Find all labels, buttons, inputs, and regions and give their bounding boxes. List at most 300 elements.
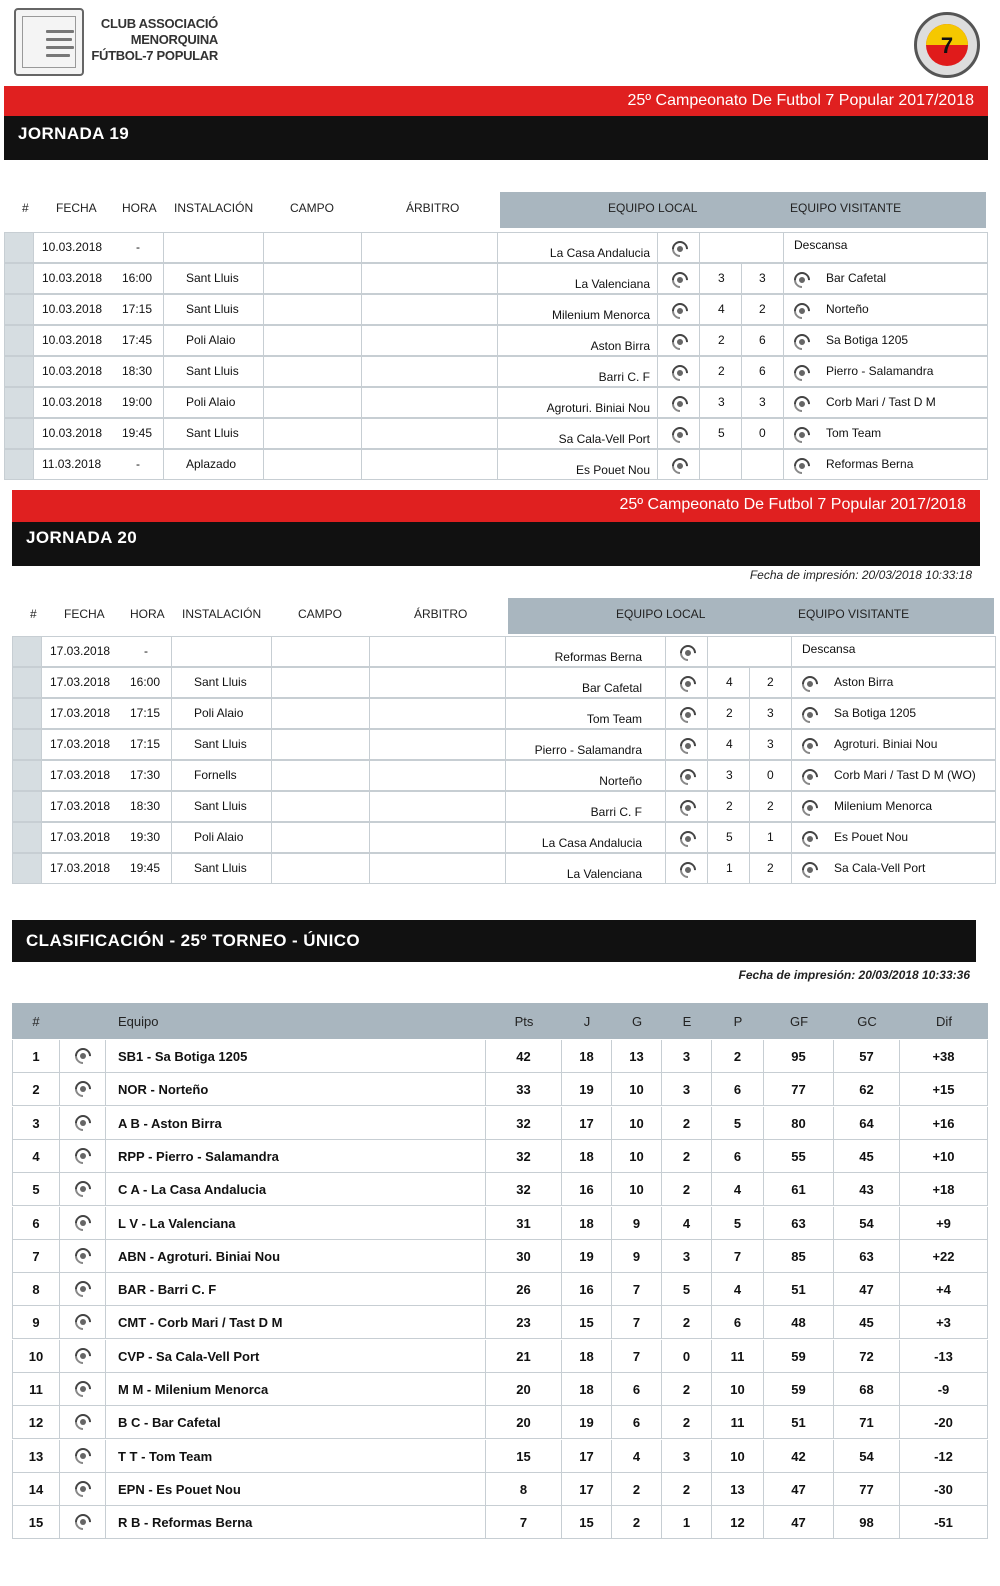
standings-j: 18 xyxy=(579,1148,594,1164)
column-header-instalacion: INSTALACIÓN xyxy=(174,201,254,215)
standings-e: 2 xyxy=(682,1115,691,1131)
match-cell xyxy=(12,822,42,853)
match-cell xyxy=(12,853,42,884)
standings-cell xyxy=(562,1473,612,1506)
standings-p: 4 xyxy=(733,1282,742,1298)
standings-p: 12 xyxy=(730,1515,745,1531)
match-venue: Poli Alaio xyxy=(194,706,244,720)
home-team: Barri C. F xyxy=(598,370,650,384)
standings-cell xyxy=(486,1406,562,1439)
standings-cell xyxy=(662,1040,712,1073)
standings-g: 10 xyxy=(629,1082,644,1098)
away-team: Corb Mari / Tast D M xyxy=(826,395,936,409)
standings-gc: 62 xyxy=(859,1082,874,1098)
standings-cell xyxy=(612,1506,662,1539)
home-goals: 2 xyxy=(718,333,725,347)
standings-row xyxy=(12,1473,988,1506)
football-icon xyxy=(72,1178,95,1201)
match-cell xyxy=(370,791,506,822)
page-header xyxy=(0,0,1000,84)
standings-cell xyxy=(486,1506,562,1539)
away-team: Norteño xyxy=(826,302,869,316)
away-team: Pierro - Salamandra xyxy=(826,364,934,378)
standings-cell xyxy=(60,1173,106,1206)
federation-logo: 7 xyxy=(914,12,980,78)
teams-header xyxy=(500,192,986,228)
football-icon xyxy=(72,1111,95,1134)
standings-cell xyxy=(764,1173,834,1206)
standings-cell xyxy=(12,1506,60,1539)
football-icon xyxy=(72,1278,95,1301)
standings-cell xyxy=(562,1140,612,1173)
standings-equipo: CVP - Sa Cala-Vell Port xyxy=(118,1348,260,1364)
standings-cell xyxy=(662,1473,712,1506)
match-time: - xyxy=(144,644,148,658)
standings-cell xyxy=(486,1273,562,1306)
match-row xyxy=(4,294,988,325)
home-team: La Casa Andalucia xyxy=(541,836,642,850)
matches-header xyxy=(12,598,980,634)
standings-row xyxy=(12,1273,988,1306)
football-icon xyxy=(72,1078,95,1101)
standings-gc: 63 xyxy=(859,1248,874,1264)
away-goals: 0 xyxy=(767,768,774,782)
standings-dif: +4 xyxy=(936,1282,951,1298)
standings-pos: 12 xyxy=(28,1415,44,1431)
standings-pts: 33 xyxy=(516,1082,531,1098)
standings-cell xyxy=(12,1040,60,1073)
standings-e: 2 xyxy=(682,1481,691,1497)
standings-cell xyxy=(834,1440,900,1473)
standings-cell xyxy=(900,1506,988,1539)
away-team: Aston Birra xyxy=(834,675,894,689)
club-name: CLUB ASSOCIACIÓ MENORQUINA FÚTBOL-7 POPULAR xyxy=(91,16,218,63)
standings-gc: 77 xyxy=(859,1481,874,1497)
standings-g: 6 xyxy=(632,1382,641,1397)
home-team: Sa Cala-Vell Port xyxy=(558,432,650,446)
standings-p: 6 xyxy=(733,1315,742,1331)
home-team: La Casa Andalucia xyxy=(549,246,650,260)
home-team: Reformas Berna xyxy=(554,650,642,664)
standings-row xyxy=(12,1173,988,1206)
match-cell xyxy=(4,449,34,480)
home-team: La Valenciana xyxy=(574,277,650,291)
football-icon xyxy=(72,1478,95,1501)
standings-e: 2 xyxy=(682,1415,691,1431)
standings-e: 5 xyxy=(682,1282,691,1298)
standings-cell xyxy=(612,1373,662,1406)
standings-row xyxy=(12,1440,988,1473)
column-header-campo: CAMPO xyxy=(298,607,343,621)
standings-cell xyxy=(764,1073,834,1106)
standings-dif: +10 xyxy=(932,1148,955,1164)
standings-pts: 8 xyxy=(519,1481,528,1497)
standings-gf: 47 xyxy=(791,1515,806,1531)
standings-cell xyxy=(60,1406,106,1439)
match-cell xyxy=(362,387,498,418)
standings-cell xyxy=(60,1506,106,1539)
standings-cell xyxy=(662,1273,712,1306)
match-cell xyxy=(4,263,34,294)
match-cell xyxy=(362,418,498,449)
match-date: 10.03.2018 xyxy=(42,240,103,254)
jornada-20-section xyxy=(12,490,980,882)
home-goals: 3 xyxy=(718,395,725,409)
standings-e: 2 xyxy=(682,1148,691,1164)
match-row xyxy=(4,387,988,418)
standings-gf: 95 xyxy=(791,1049,806,1064)
standings-dif: -13 xyxy=(934,1348,953,1364)
standings-j: 16 xyxy=(579,1182,594,1198)
standings-cell xyxy=(612,1273,662,1306)
standings-cell xyxy=(12,1340,60,1373)
standings-cell xyxy=(662,1306,712,1339)
match-cell xyxy=(272,729,370,760)
standings-cell xyxy=(764,1306,834,1339)
standings-equipo: ABN - Agroturi. Biniai Nou xyxy=(118,1248,281,1264)
standings-equipo: SB1 - Sa Botiga 1205 xyxy=(118,1049,248,1064)
standings-cell xyxy=(834,1207,900,1240)
standings-j: 18 xyxy=(579,1382,594,1397)
standings-cell xyxy=(12,1440,60,1473)
standings-gf: 59 xyxy=(791,1382,806,1397)
standings-pos: 14 xyxy=(28,1481,44,1497)
standings-g: 9 xyxy=(632,1248,641,1264)
standings-row xyxy=(12,1140,988,1173)
standings-dif: +22 xyxy=(932,1248,955,1264)
campeonato-banner: 25º Campeonato De Futbol 7 Popular 2017/2018 xyxy=(12,490,980,522)
jornada-19-section xyxy=(4,86,988,482)
football-icon xyxy=(72,1344,95,1367)
standings-cell xyxy=(60,1340,106,1373)
match-venue: Poli Alaio xyxy=(186,333,236,347)
football-icon xyxy=(72,1378,95,1401)
clasificacion-title: CLASIFICACIÓN - 25º TORNEO - ÚNICO xyxy=(12,920,976,962)
standings-cell xyxy=(106,1306,486,1339)
home-goals: 3 xyxy=(726,768,733,782)
home-team: Es Pouet Nou xyxy=(575,463,650,477)
standings-j: 15 xyxy=(579,1515,594,1531)
standings-cell xyxy=(764,1473,834,1506)
home-team: Aston Birra xyxy=(590,339,650,353)
standings-g: 10 xyxy=(629,1115,644,1131)
match-cell xyxy=(362,449,498,480)
standings-pos: 9 xyxy=(32,1315,40,1331)
match-cell xyxy=(4,418,34,449)
standings-row xyxy=(12,1240,988,1273)
standings-header xyxy=(12,1003,988,1039)
standings-pts: 21 xyxy=(516,1348,531,1364)
standings-cell xyxy=(486,1440,562,1473)
match-date: 17.03.2018 xyxy=(50,644,111,658)
match-row xyxy=(12,729,980,760)
standings-g: 2 xyxy=(632,1481,641,1497)
standings-cell xyxy=(712,1173,764,1206)
standings-cell xyxy=(834,1406,900,1439)
standings-pos: 6 xyxy=(32,1215,40,1231)
standings-row xyxy=(12,1040,988,1073)
standings-cell xyxy=(764,1140,834,1173)
match-date: 17.03.2018 xyxy=(50,737,111,751)
standings-gf: 48 xyxy=(791,1315,806,1331)
match-date: 17.03.2018 xyxy=(50,830,111,844)
match-cell xyxy=(12,729,42,760)
match-venue: Poli Alaio xyxy=(186,395,236,409)
match-venue: Sant Lluis xyxy=(194,799,247,813)
match-cell xyxy=(506,791,666,822)
standings-cell xyxy=(60,1073,106,1106)
standings-pos: 8 xyxy=(32,1282,40,1298)
away-goals: 3 xyxy=(767,737,774,751)
match-cell xyxy=(370,667,506,698)
match-cell xyxy=(272,822,370,853)
standings-cell xyxy=(662,1440,712,1473)
away-team: Es Pouet Nou xyxy=(834,830,909,844)
standings-e: 2 xyxy=(682,1182,691,1198)
standings-gc: 43 xyxy=(859,1182,874,1198)
home-goals: 4 xyxy=(726,737,733,751)
standings-cell xyxy=(662,1373,712,1406)
standings-g: 7 xyxy=(632,1348,641,1364)
standings-cell xyxy=(662,1340,712,1373)
standings-cell xyxy=(712,1273,764,1306)
standings-p: 5 xyxy=(733,1215,742,1231)
match-row xyxy=(4,263,988,294)
standings-cell xyxy=(486,1473,562,1506)
standings-cell xyxy=(60,1473,106,1506)
standings-cell xyxy=(834,1040,900,1073)
standings-pts: 23 xyxy=(516,1315,531,1331)
standings-gc: 45 xyxy=(859,1315,874,1331)
standings-cell xyxy=(60,1207,106,1240)
standings-cell xyxy=(106,1073,486,1106)
standings-gc: 54 xyxy=(859,1448,874,1464)
standings-equipo: M M - Milenium Menorca xyxy=(118,1382,269,1397)
standings-cell xyxy=(900,1040,988,1073)
standings-equipo: RPP - Pierro - Salamandra xyxy=(118,1148,279,1164)
standings-cell xyxy=(106,1107,486,1140)
match-venue: Sant Lluis xyxy=(186,302,239,316)
standings-cell xyxy=(612,1140,662,1173)
standings-pts: 30 xyxy=(516,1248,531,1264)
home-team: Barri C. F xyxy=(590,805,642,819)
standings-cell xyxy=(486,1340,562,1373)
standings-gf: 51 xyxy=(791,1282,806,1298)
match-cell xyxy=(784,294,988,325)
standings-dif: +9 xyxy=(936,1215,951,1231)
match-time: 18:30 xyxy=(122,364,153,378)
football-icon xyxy=(72,1211,95,1234)
standings-cell xyxy=(764,1207,834,1240)
home-goals: 2 xyxy=(726,706,733,720)
match-cell xyxy=(264,387,362,418)
match-cell xyxy=(4,325,34,356)
match-cell xyxy=(272,667,370,698)
match-venue: Aplazado xyxy=(186,457,237,471)
match-time: 19:30 xyxy=(130,830,161,844)
match-time: 19:45 xyxy=(130,861,161,875)
home-team: Milenium Menorca xyxy=(551,308,650,322)
standings-cell xyxy=(712,1506,764,1539)
standings-j: 17 xyxy=(579,1448,594,1464)
standings-equipo: BAR - Barri C. F xyxy=(118,1282,217,1298)
column-header-e: E xyxy=(682,1014,692,1029)
column-header-local: EQUIPO LOCAL xyxy=(616,607,706,621)
match-cell xyxy=(264,418,362,449)
standings-row xyxy=(12,1073,988,1106)
home-team: Agroturi. Biniai Nou xyxy=(546,401,650,415)
standings-cell xyxy=(486,1240,562,1273)
standings-cell xyxy=(60,1440,106,1473)
standings-equipo: NOR - Norteño xyxy=(118,1082,209,1098)
match-time: 17:15 xyxy=(130,737,161,751)
match-cell xyxy=(4,294,34,325)
standings-row xyxy=(12,1340,988,1373)
football-icon xyxy=(72,1145,95,1168)
standings-cell xyxy=(12,1473,60,1506)
standings-cell xyxy=(486,1373,562,1406)
standings-equipo: CMT - Corb Mari / Tast D M xyxy=(118,1315,283,1331)
standings-dif: +15 xyxy=(932,1082,955,1098)
standings-cell xyxy=(834,1240,900,1273)
match-cell xyxy=(264,232,362,263)
standings-equipo: EPN - Es Pouet Nou xyxy=(118,1481,241,1497)
home-goals: 3 xyxy=(718,271,725,285)
standings-cell xyxy=(12,1173,60,1206)
match-cell xyxy=(700,232,784,263)
standings-cell xyxy=(562,1107,612,1140)
home-goals: 1 xyxy=(726,861,733,875)
standings-cell xyxy=(900,1107,988,1140)
column-header-arbitro: ÁRBITRO xyxy=(406,201,460,215)
standings-gc: 45 xyxy=(859,1148,874,1164)
match-row xyxy=(12,760,980,791)
match-cell xyxy=(272,853,370,884)
match-row xyxy=(4,325,988,356)
match-cell xyxy=(272,698,370,729)
away-goals: 2 xyxy=(767,675,774,689)
standings-cell xyxy=(486,1140,562,1173)
standings-cell xyxy=(900,1173,988,1206)
standings-g: 13 xyxy=(629,1049,644,1064)
away-team: Descansa xyxy=(794,238,848,252)
match-row xyxy=(12,791,980,822)
standings-cell xyxy=(900,1273,988,1306)
standings-cell xyxy=(662,1506,712,1539)
match-cell xyxy=(12,667,42,698)
standings-cell xyxy=(612,1073,662,1106)
standings-gc: 47 xyxy=(859,1282,874,1298)
column-header-fecha: FECHA xyxy=(56,201,97,215)
standings-j: 15 xyxy=(579,1315,594,1331)
standings-cell xyxy=(662,1240,712,1273)
standings-p: 7 xyxy=(733,1248,742,1264)
standings-cell xyxy=(900,1306,988,1339)
column-header-campo: CAMPO xyxy=(290,201,335,215)
standings-cell xyxy=(562,1207,612,1240)
match-row xyxy=(4,449,988,480)
match-time: 16:00 xyxy=(130,675,161,689)
match-date: 10.03.2018 xyxy=(42,302,103,316)
match-cell xyxy=(272,636,370,667)
match-cell xyxy=(264,263,362,294)
standings-cell xyxy=(612,1406,662,1439)
football-icon xyxy=(72,1045,95,1068)
away-goals: 6 xyxy=(759,333,766,347)
match-cell xyxy=(370,822,506,853)
standings-e: 3 xyxy=(682,1248,691,1264)
column-header-instalacion: INSTALACIÓN xyxy=(182,607,262,621)
standings-cell xyxy=(764,1240,834,1273)
standings-cell xyxy=(834,1073,900,1106)
standings-dif: +38 xyxy=(932,1049,955,1064)
standings-cell xyxy=(900,1473,988,1506)
match-time: - xyxy=(136,457,140,471)
match-cell xyxy=(362,325,498,356)
standings-cell xyxy=(764,1107,834,1140)
football-icon xyxy=(72,1444,95,1467)
away-goals: 2 xyxy=(767,799,774,813)
column-header-p: P xyxy=(733,1014,743,1029)
standings-cell xyxy=(712,1140,764,1173)
standings-cell xyxy=(712,1306,764,1339)
match-row xyxy=(12,853,980,884)
standings-pts: 20 xyxy=(516,1415,531,1431)
match-row xyxy=(4,356,988,387)
standings-cell xyxy=(662,1406,712,1439)
standings-cell xyxy=(612,1107,662,1140)
column-header-fecha: FECHA xyxy=(64,607,105,621)
standings-pts: 31 xyxy=(516,1215,531,1231)
home-goals: 2 xyxy=(718,364,725,378)
column-header-arbitro: ÁRBITRO xyxy=(414,607,468,621)
standings-pos: 1 xyxy=(32,1049,40,1064)
standings-e: 1 xyxy=(682,1515,691,1531)
standings-pos: 5 xyxy=(32,1182,40,1198)
standings-cell xyxy=(106,1506,486,1539)
standings-g: 10 xyxy=(629,1182,644,1198)
standings-gc: 98 xyxy=(859,1515,874,1531)
home-team: La Valenciana xyxy=(566,867,642,881)
column-header-pos: # xyxy=(32,1014,40,1029)
column-header-num: # xyxy=(22,201,29,215)
standings-cell xyxy=(612,1173,662,1206)
standings-row xyxy=(12,1406,988,1439)
standings-cell xyxy=(12,1240,60,1273)
standings-cell xyxy=(712,1107,764,1140)
matches-header xyxy=(4,192,988,230)
standings-e: 3 xyxy=(682,1082,691,1098)
column-header-local: EQUIPO LOCAL xyxy=(608,201,698,215)
match-venue: Sant Lluis xyxy=(186,426,239,440)
column-header-gc: GC xyxy=(857,1014,877,1029)
standings-g: 10 xyxy=(629,1148,644,1164)
match-date: 17.03.2018 xyxy=(50,675,111,689)
standings-p: 11 xyxy=(730,1415,745,1431)
match-time: 17:45 xyxy=(122,333,153,347)
standings-cell xyxy=(60,1107,106,1140)
standings-e: 2 xyxy=(682,1315,691,1331)
standings-cell xyxy=(562,1040,612,1073)
match-cell xyxy=(792,667,996,698)
match-cell xyxy=(272,760,370,791)
standings-equipo: T T - Tom Team xyxy=(118,1448,213,1464)
match-time: 16:00 xyxy=(122,271,153,285)
match-date: 17.03.2018 xyxy=(50,861,111,875)
standings-e: 0 xyxy=(682,1348,691,1364)
standings-dif: -51 xyxy=(934,1515,953,1531)
standings-pts: 32 xyxy=(516,1182,531,1198)
